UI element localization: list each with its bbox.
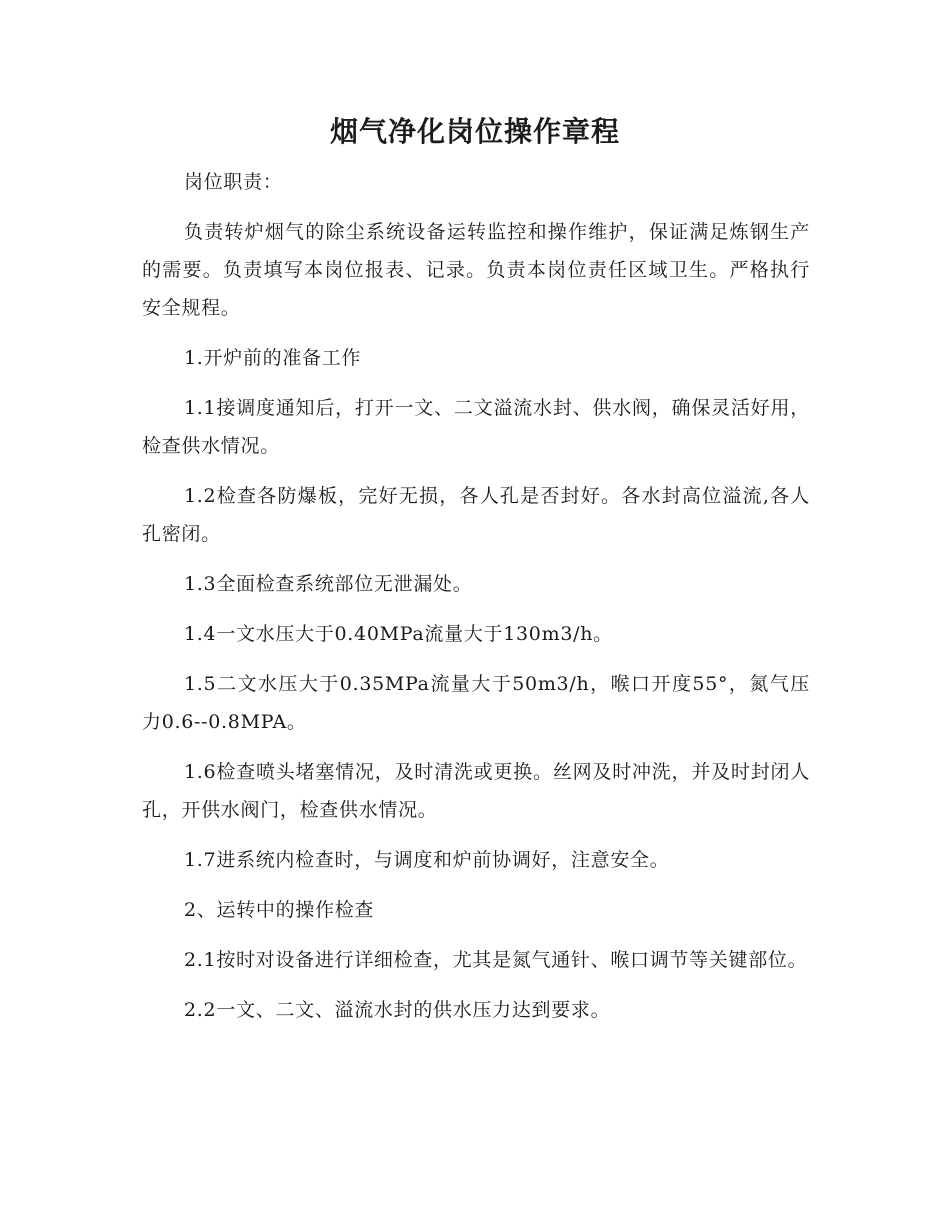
paragraph-1-2: 1.2检查各防爆板，完好无损，各人孔是否封好。各水封高位溢流,各人孔密闭。 [142, 485, 810, 545]
paragraph-1-7: 1.7进系统内检查时，与调度和炉前协调好，注意安全。 [184, 849, 670, 871]
document-title: 烟气净化岗位操作章程 [329, 115, 620, 148]
paragraph-1-3: 1.3全面检查系统部位无泄漏处。 [184, 573, 473, 595]
document-body [142, 163, 810, 1041]
paragraph-duties-text: 负责转炉烟气的除尘系统设备运转监控和操作维护，保证满足炼钢生产的需要。负责填写本岗位报表、记录。负责本岗位责任区域卫生。严格执行安全规程。 [142, 221, 810, 319]
paragraph-1-4: 1.4一文水压大于0.40MPa流量大于130m3/h。 [184, 623, 613, 645]
section-heading-1: 1.开炉前的准备工作 [184, 347, 362, 369]
paragraph-1-6: 1.6检查喷头堵塞情况，及时清洗或更换。丝网及时冲洗，并及时封闭人孔，开供水阀门，检查供水情况。 [142, 761, 810, 821]
paragraph-2-1: 2.1按时对设备进行详细检查，尤其是氮气通针、喉口调节等关键部位。 [184, 949, 808, 971]
paragraph-1-1: 1.1接调度通知后，打开一文、二文溢流水封、供水阀，确保灵活好用，检查供水情况。 [142, 397, 810, 457]
paragraph-1-5: 1.5二文水压大于0.35MPa流量大于50m3/h，喉口开度55°，氮气压力0.6--0.8MPA。 [142, 673, 810, 733]
paragraph-duties-heading: 岗位职责： [184, 171, 283, 193]
paragraph-2-2: 2.2一文、二文、溢流水封的供水压力达到要求。 [184, 999, 611, 1021]
section-heading-2: 2、运转中的操作检查 [184, 899, 375, 921]
